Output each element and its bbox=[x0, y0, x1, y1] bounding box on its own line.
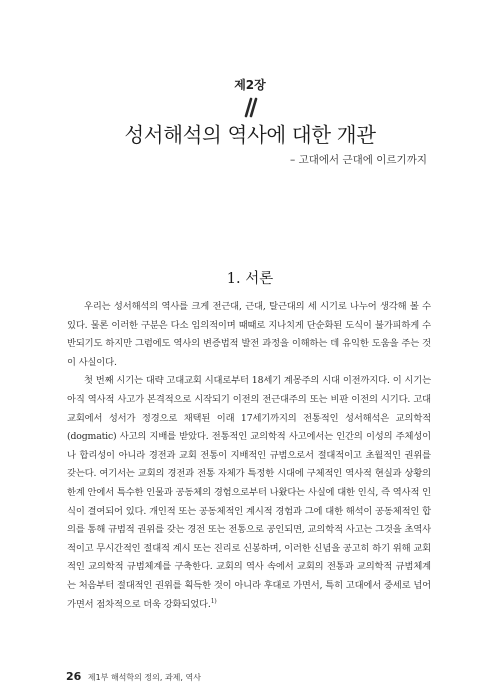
page-number: 26 bbox=[66, 670, 82, 683]
section-title: 1. 서론 bbox=[226, 271, 274, 287]
chapter-title: 성서해석의 역사에 대한 개관 bbox=[124, 123, 376, 147]
paragraph: 우리는 성서해석의 역사를 크게 전근대, 근대, 탈근대의 세 시기로 나누어 생각해 볼 수 있다. 물론 이러한 구분은 다소 임의적이며 때때로 지나치게 단순화된 도식이 불가피하게 수반되기도 하지만 그럼에도 역사의 변증법적 발전 과정을 이해하는 데 유익한 도움을 주는 것이 사실이다. bbox=[67, 301, 431, 368]
page-footer bbox=[66, 670, 201, 683]
paragraph-text: 첫 번째 시기는 대략 고대교회 시대로부터 18세기 계몽주의 시대 이전까지다. 이 시기는 아직 역사적 사고가 본격적으로 시작되기 이전의 전근대주의 또는 비판 이전의 시기다. 고대교회에서 성서가 정경으로 채택된 이래 17세기까지의 전통적인 성서해석은 교의학적(dogmatic) 사고의 지배를 받았다. 전통적인 교의학적 사고에서는 인간의 이성의 주체성이나 합리성이 아니라 경전과 교회 전통이 지배적인 규범으로서 절대적이고 초월적인 권위를 갖는다. 여기서는 교회의 경전과 전통 자체가 특정한 시대에 구체적인 역사적 현실과 상황의 한계 안에서 특수한 인물과 공동체의 경험으로부터 나왔다는 사실에 대한 인식, 즉 역사적 인식이 결여되어 있다. 개인적 또는 공동체적인 계시적 경험과 그에 대한 해석이 공동체적인 합의를 통해 규범적 권위를 갖는 경전 또는 전통으로 공인되면, 교의학적 사고는 그것을 초역사적이고 무시간적인 절대적 계시 또는 진리로 신봉하며, 이러한 신념을 공고히 하기 위해 교회적인 교의학적 규범체계를 구축한다. 교회의 역사 속에서 교회의 전통과 교의학적 규범체계는 처음부터 절대적인 권위를 획득한 것이 아니라 후대로 가면서, 특히 고대에서 중세로 넘어가면서 점차적으로 더욱 강화되었다. bbox=[67, 375, 431, 610]
chapter-subtitle: – 고대에서 근대에 이르기까지 bbox=[290, 154, 427, 166]
paragraph bbox=[67, 372, 431, 614]
chapter-slash-mark bbox=[241, 97, 261, 119]
chapter-label: 제2장 bbox=[234, 78, 266, 92]
running-title: 제1부 해석학의 정의, 과제, 역사 bbox=[87, 673, 201, 682]
body-text bbox=[67, 298, 431, 614]
footnote-reference[interactable]: 1) bbox=[210, 597, 217, 605]
